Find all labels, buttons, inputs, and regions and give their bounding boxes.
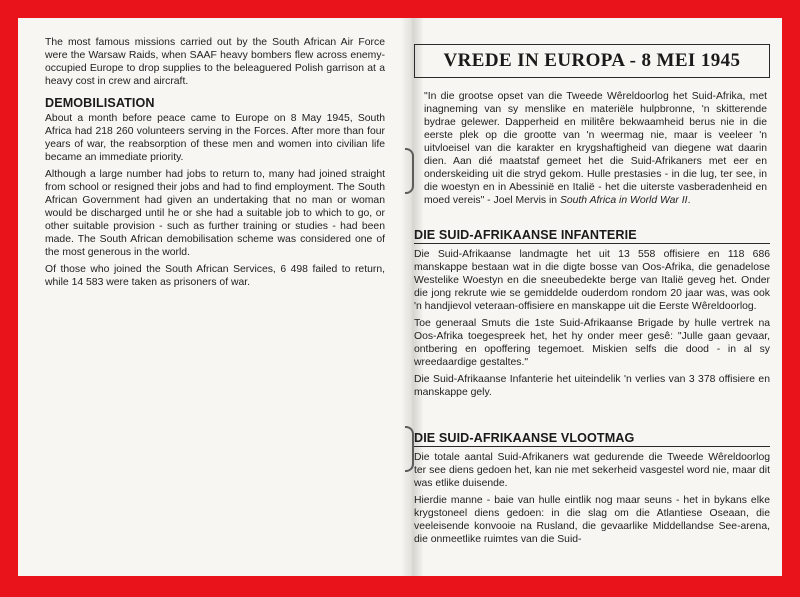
body-paragraph: About a month before peace came to Europe on 8 May 1945, South Africa had 218 260 volunteers serving in the Forces. After more than four years of war, the reabsorption of these men and women into civilian life became an immediate priority.	[45, 113, 385, 163]
page-title-box	[414, 44, 770, 78]
body-paragraph: Die totale aantal Suid-Afrikaners wat gedurende die Tweede Wêreldoorlog ter see diens gedoen het, kan nie met sekerheid vasgestel word nie, maar dit was etlike duisende.	[414, 452, 770, 489]
staple-top	[405, 148, 414, 194]
section-heading-infanterie: DIE SUID-AFRIKAANSE INFANTERIE	[414, 228, 637, 242]
heading-rule	[414, 446, 770, 447]
section-heading-vlootmag: DIE SUID-AFRIKAANSE VLOOTMAG	[414, 431, 635, 445]
body-paragraph: Toe generaal Smuts die 1ste Suid-Afrikaanse Brigade by hulle vertrek na Oos-Afrika toegespreek het, het hy onder meer gesê: "Julle gaan gevaar, ontbering en opoffering tegemoet. Miskien selfs die dood - in al sy wreedaardige gestaltes."	[414, 318, 770, 368]
body-paragraph: Die Suid-Afrikaanse Infanterie het uiteindelik 'n verlies van 3 378 offisiere en manskappe gely.	[414, 374, 770, 398]
quote-text	[424, 90, 767, 207]
page-title: VREDE IN EUROPA - 8 MEI 1945	[443, 50, 741, 71]
section-vlootmag	[414, 431, 770, 550]
quote-body: "In die grootse opset van die Tweede Wêreldoorlog het Suid-Afrika, met inagneming van sy menslike en materiële hulpbronne, 'n skitterende bydrae gelewer. Dapperheid en militêre bekwaamheid berus nie in die eerste plek op die grootte van 'n weermag nie, maar is veeleer 'n uitvloeisel van die karakter en krygshaftigheid van diegene wat daarin dien. Aan dié maatstaf gemeet het die Suid-Afrikaners met eer en onderskeiding uit die stryd gekom. Hulle prestasies - in die lug, ter see, in die woestyn en in Abessinië en Italië - het die uiterste vasberadenheid en moed vereis"	[424, 91, 767, 206]
section-heading-demobilisation: DEMOBILISATION	[45, 96, 155, 110]
staple-bottom	[405, 426, 414, 472]
body-paragraph: Die Suid-Afrikaanse landmagte het uit 13 558 offisiere en 118 686 manskappe bestaan wat in die digte bosse van Oos-Afrika, die genadelose Westelike Woestyn en die sneeubedekte berge van Italië geveg het. Onder die jong rekrute wie se gemiddelde ouderdom rondom 20 jaar was, was ook 'n handjievol veteraan-offisiere en manskappe uit die Eerste Wêreldoorlog.	[414, 249, 770, 312]
attribution-suffix: .	[687, 195, 691, 206]
left-page	[45, 36, 385, 293]
booklet-spread	[18, 18, 782, 576]
attribution-prefix: - Joel Mervis in	[484, 195, 560, 206]
quote-attribution	[484, 195, 690, 206]
body-paragraph: Hierdie manne - baie van hulle eintlik nog maar seuns - het in bykans elke krygstoneel diens gedoen: in die slag om die Atlantiese Oseaan, die veeleisende konvooie na Rusland, die gevaarlike Middellandse See-arena, die onmeetlike ruimtes van die Suid-	[414, 495, 770, 545]
heading-rule	[414, 243, 770, 244]
body-paragraph: Although a large number had jobs to return to, many had joined straight from school or resigned their jobs and had to find employment. The South African Government had given an undertaking that no man or woman would be discharged until he or she had a suitable job to which to go, or other suitable provision - such as further training or studies - had been made. The South African demobilisation scheme was considered one of the most generous in the world.	[45, 169, 385, 258]
intro-paragraph: The most famous missions carried out by the South African Air Force were the Warsaw Raids, when SAAF heavy bombers flew across enemy-occupied Europe to drop supplies to the beleaguered Polish garrison at a heavy cost in crew and aircraft.	[45, 37, 385, 87]
section-infanterie	[414, 228, 770, 403]
right-page	[414, 18, 770, 576]
quote-block	[424, 90, 767, 212]
attribution-source: South Africa in World War II	[559, 195, 688, 206]
body-paragraph: Of those who joined the South African Services, 6 498 failed to return, while 14 583 were taken as prisoners of war.	[45, 264, 385, 288]
